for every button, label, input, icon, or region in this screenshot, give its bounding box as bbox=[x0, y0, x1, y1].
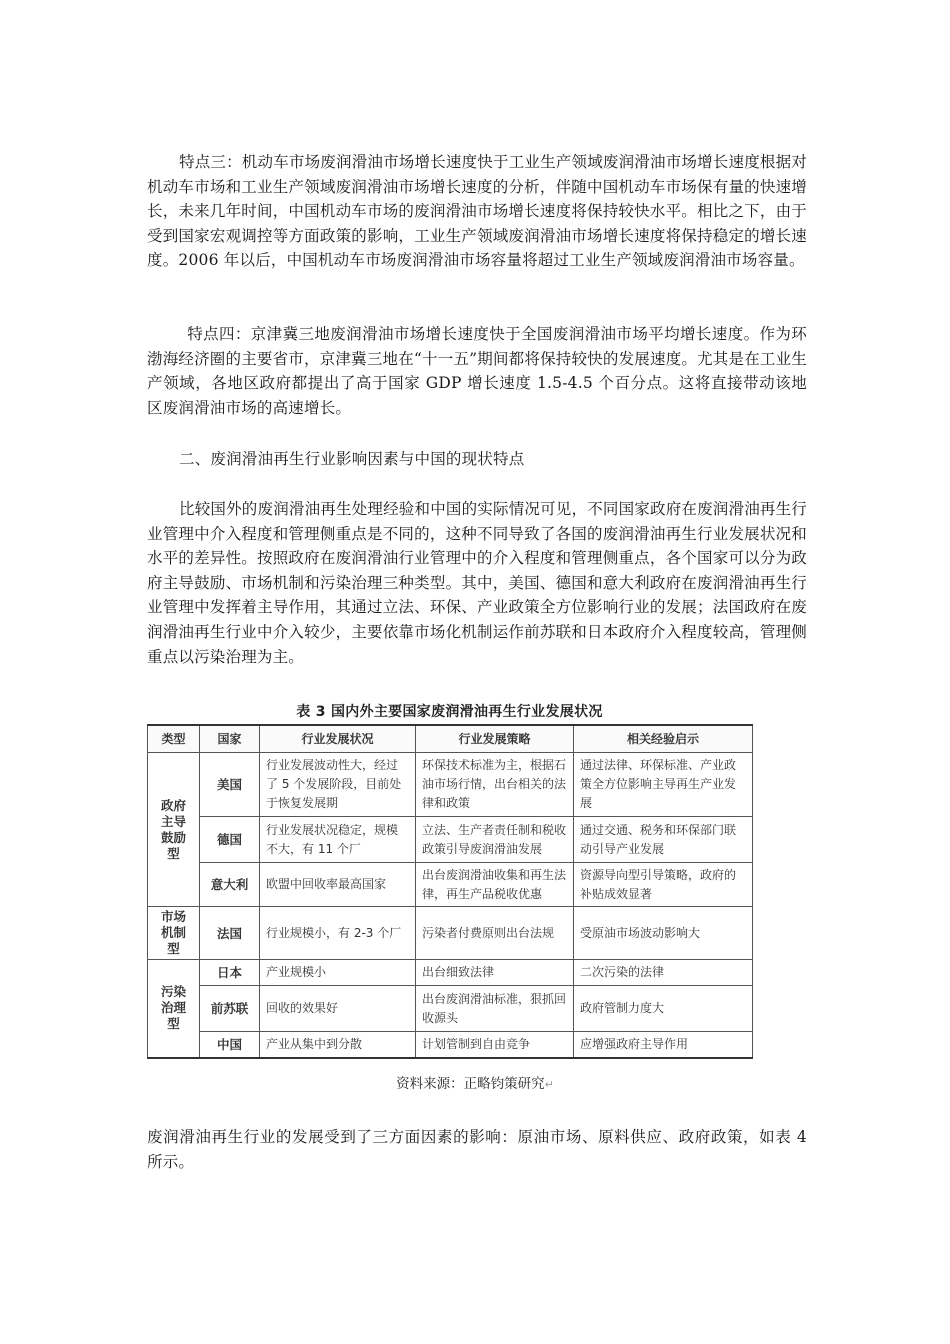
table-row bbox=[148, 907, 753, 960]
paragraph-factors-text: 废润滑油再生行业的发展受到了三方面因素的影响：原油市场、原料供应、政府政策，如表 4 所示。 bbox=[147, 1128, 807, 1171]
status-cell: 行业规模小，有 2-3 个厂 bbox=[260, 907, 416, 960]
lesson-cell: 受原油市场波动影响大 bbox=[574, 907, 753, 960]
country-cell: 中国 bbox=[200, 1032, 260, 1058]
type-cell bbox=[148, 960, 200, 1058]
country-cell: 德国 bbox=[200, 817, 260, 863]
paragraph-comparison bbox=[147, 497, 807, 669]
table-row bbox=[148, 753, 753, 817]
strategy-cell: 环保技术标准为主，根据石油市场行情，出台相关的法律和政策 bbox=[416, 753, 574, 817]
status-cell: 行业发展波动性大，经过了 5 个发展阶段，目前处于恢复发展期 bbox=[260, 753, 416, 817]
country-cell: 法国 bbox=[200, 907, 260, 960]
country-cell: 意大利 bbox=[200, 863, 260, 907]
header-lesson: 相关经验启示 bbox=[574, 725, 753, 753]
status-cell: 行业发展状况稳定，规模不大，有 11 个厂 bbox=[260, 817, 416, 863]
paragraph-feature-four bbox=[147, 322, 807, 420]
section-heading bbox=[147, 447, 807, 472]
table-row bbox=[148, 986, 753, 1032]
table-header-row bbox=[148, 725, 753, 753]
paragraph-feature-four-text: 特点四：京津冀三地废润滑油市场增长速度快于全国废润滑油市场平均增长速度。作为环渤海经济圈的主要省市，京津冀三地在“十一五”期间都将保持较快的发展速度。尤其是在工业生产领域，各地区政府都提出了高于国家 GDP 增长速度 1.5-4.5 个百分点。这将直接带动该地区废润滑油市场的高速增长。 bbox=[147, 325, 807, 417]
type-cell bbox=[148, 753, 200, 907]
status-cell: 回收的效果好 bbox=[260, 986, 416, 1032]
type-cell bbox=[148, 907, 200, 960]
paragraph-factors bbox=[147, 1125, 807, 1174]
lesson-cell: 资源导向型引导策略，政府的补贴成效显著 bbox=[574, 863, 753, 907]
strategy-cell: 立法、生产者责任制和税收政策引导废润滑油发展 bbox=[416, 817, 574, 863]
strategy-cell: 计划管制到自由竞争 bbox=[416, 1032, 574, 1058]
table-row bbox=[148, 863, 753, 907]
lesson-cell: 通过交通、税务和环保部门联动引导产业发展 bbox=[574, 817, 753, 863]
table-row bbox=[148, 817, 753, 863]
header-strategy: 行业发展策略 bbox=[416, 725, 574, 753]
strategy-cell: 出台细致法律 bbox=[416, 960, 574, 986]
header-status: 行业发展状况 bbox=[260, 725, 416, 753]
type-label: 市场机制型 bbox=[160, 909, 186, 956]
type-label: 污染治理型 bbox=[160, 984, 186, 1032]
header-country: 国家 bbox=[200, 725, 260, 753]
section-heading-text: 二、废润滑油再生行业影响因素与中国的现状特点 bbox=[179, 450, 525, 468]
table-title: 表 3 国内外主要国家废润滑油再生行业发展状况 bbox=[296, 704, 603, 720]
lesson-cell: 二次污染的法律 bbox=[574, 960, 753, 986]
header-type: 类型 bbox=[148, 725, 200, 753]
lesson-cell: 政府管制力度大 bbox=[574, 986, 753, 1032]
table-row bbox=[148, 960, 753, 986]
table-image bbox=[147, 700, 752, 1059]
paragraph-feature-three-text: 特点三：机动车市场废润滑油市场增长速度快于工业生产领域废润滑油市场增长速度根据对机动车市场和工业生产领域废润滑油市场增长速度的分析，伴随中国机动车市场保有量的快速增长，未来几年时间，中国机动车市场的废润滑油市场增长速度将保持较快水平。相比之下，由于受到国家宏观调控等方面政策的影响，工业生产领域废润滑油市场增长速度将保持稳定的增长速度。2006 年以后，中国机动车市场废润滑油市场容量将超过工业生产领域废润滑油市场容量。 bbox=[147, 153, 808, 270]
table-row bbox=[148, 1032, 753, 1058]
country-cell: 前苏联 bbox=[200, 986, 260, 1032]
lesson-cell: 应增强政府主导作用 bbox=[574, 1032, 753, 1058]
country-cell: 美国 bbox=[200, 753, 260, 817]
status-cell: 产业规模小 bbox=[260, 960, 416, 986]
country-cell: 日本 bbox=[200, 960, 260, 986]
status-cell: 产业从集中到分散 bbox=[260, 1032, 416, 1058]
source-text: 资料来源：正略钧策研究 bbox=[396, 1076, 545, 1092]
strategy-cell: 出台废润滑油标准，狠抓回收源头 bbox=[416, 986, 574, 1032]
type-label: 政府主导鼓励型 bbox=[160, 797, 186, 861]
industry-table bbox=[147, 724, 753, 1059]
source-caption bbox=[80, 1072, 870, 1092]
paragraph-feature-three bbox=[147, 150, 807, 273]
lesson-cell: 通过法律、环保标准、产业政策全方位影响主导再生产业发展 bbox=[574, 753, 753, 817]
status-cell: 欧盟中回收率最高国家 bbox=[260, 863, 416, 907]
strategy-cell: 出台废润滑油收集和再生法律，再生产品税收优惠 bbox=[416, 863, 574, 907]
paragraph-mark-icon: ↵ bbox=[544, 1078, 554, 1091]
strategy-cell: 污染者付费原则出台法规 bbox=[416, 907, 574, 960]
paragraph-comparison-text: 比较国外的废润滑油再生处理经验和中国的实际情况可见，不同国家政府在废润滑油再生行业管理中介入程度和管理侧重点是不同的，这种不同导致了各国的废润滑油再生行业发展状况和水平的差异性。按照政府在废润滑油行业管理中的介入程度和管理侧重点，各个国家可以分为政府主导鼓励、市场机制和污染治理三种类型。其中，美国、德国和意大利政府在废润滑油再生行业管理中发挥着主导作用，其通过立法、环保、产业政策全方位影响行业的发展；法国政府在废润滑油再生行业中介入较少，主要依靠市场化机制运作前苏联和日本政府介入程度较高，管理侧重点以污染治理为主。 bbox=[147, 500, 808, 666]
